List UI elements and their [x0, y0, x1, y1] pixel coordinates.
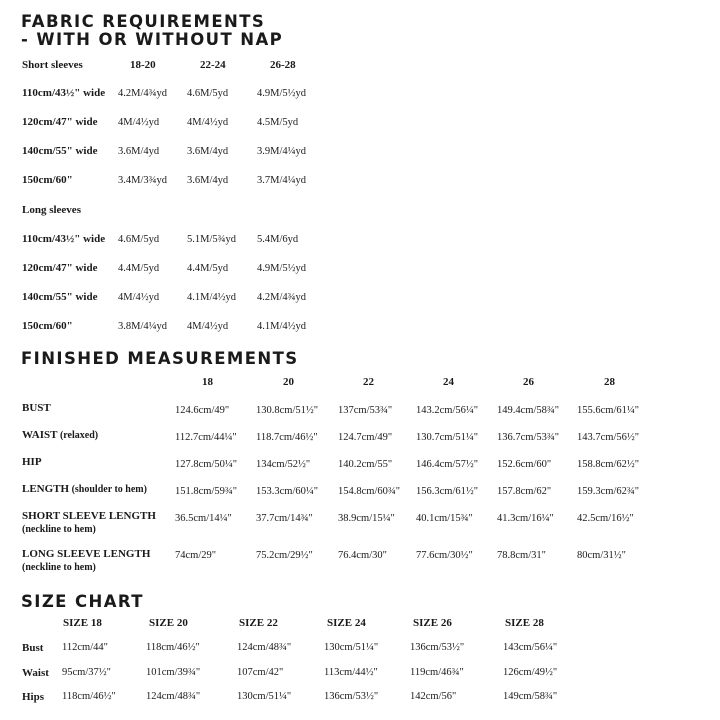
size-chart-row-label: Hips [22, 691, 45, 703]
size-chart-value: 136cm/53½" [410, 642, 465, 653]
size-chart-value: 126cm/49½" [503, 667, 558, 678]
fabric-value: 4.2M/4¾yd [257, 292, 307, 303]
finished-value: 40.1cm/15¾" [416, 513, 473, 524]
size-chart-value: 107cm/42" [237, 667, 284, 678]
fabric-value: 3.8M/4¼yd [118, 321, 168, 332]
fabric-value: 3.6M/4yd [118, 146, 160, 157]
finished-value: 74cm/29" [175, 550, 217, 561]
fabric-value: 3.6M/4yd [187, 146, 229, 157]
finished-value: 124.7cm/49" [338, 432, 393, 443]
fabric-size-header: 22-24 [200, 59, 226, 71]
fabric-value: 4.5M/5yd [257, 117, 299, 128]
size-chart-header: SIZE 24 [327, 617, 366, 629]
fabric-value: 4.1M/4½yd [187, 292, 237, 303]
fabric-title-line2: - WITH OR WITHOUT NAP [21, 30, 284, 49]
fabric-value: 4M/4½yd [118, 292, 160, 303]
finished-row-label: LENGTH (shoulder to hem) [22, 483, 147, 495]
fabric-value: 4.2M/4¾yd [118, 88, 168, 99]
size-chart-value: 149cm/58¾" [503, 691, 558, 702]
size-chart-header: SIZE 26 [413, 617, 452, 629]
size-chart-value: 143cm/56¼" [503, 642, 558, 653]
fabric-value: 5.1M/5¾yd [187, 234, 237, 245]
finished-value: 136.7cm/53¾" [497, 432, 560, 443]
size-chart-value: 95cm/37½" [62, 667, 111, 678]
size-chart-value: 142cm/56" [410, 691, 457, 702]
fabric-width-label: 150cm/60" [22, 320, 73, 332]
finished-value: 134cm/52½" [256, 459, 311, 470]
finished-value: 157.8cm/62" [497, 486, 552, 497]
finished-value: 152.6cm/60" [497, 459, 552, 470]
size-chart-header: SIZE 18 [63, 617, 102, 629]
finished-value: 154.8cm/60¾" [338, 486, 401, 497]
finished-row-label: SHORT SLEEVE LENGTH [22, 510, 156, 522]
size-chart-value: 130cm/51¼" [237, 691, 292, 702]
size-chart-row-label: Bust [22, 642, 44, 654]
size-chart-value: 118cm/46½" [146, 642, 200, 653]
finished-value: 36.5cm/14¼" [175, 513, 232, 524]
finished-value: 42.5cm/16½" [577, 513, 634, 524]
finished-value: 146.4cm/57½" [416, 459, 479, 470]
fabric-value: 4.4M/5yd [187, 263, 229, 274]
finished-value: 76.4cm/30" [338, 550, 387, 561]
finished-size-header: 22 [363, 376, 374, 388]
finished-value: 149.4cm/58¾" [497, 405, 560, 416]
finished-size-header: 20 [283, 376, 294, 388]
size-chart-value: 118cm/46½" [62, 691, 116, 702]
finished-value: 155.6cm/61¼" [577, 405, 640, 416]
fabric-value: 4.9M/5½yd [257, 263, 307, 274]
finished-value: 112.7cm/44¼" [175, 432, 237, 443]
finished-value: 124.6cm/49" [175, 405, 230, 416]
size-chart-title: SIZE CHART [21, 592, 144, 611]
fabric-value: 4.6M/5yd [187, 88, 229, 99]
fabric-value: 4M/4½yd [187, 117, 229, 128]
finished-size-header: 24 [443, 376, 454, 388]
finished-value: 37.7cm/14¾" [256, 513, 313, 524]
size-chart-header: SIZE 20 [149, 617, 188, 629]
finished-value: 140.2cm/55" [338, 459, 393, 470]
fabric-value: 3.6M/4yd [187, 175, 229, 186]
size-chart-row-label: Waist [22, 667, 49, 679]
fabric-size-header: 26-28 [270, 59, 296, 71]
finished-size-header: 26 [523, 376, 534, 388]
fabric-value: 4.9M/5½yd [257, 88, 307, 99]
finished-value: 151.8cm/59¾" [175, 486, 238, 497]
fabric-value: 4.6M/5yd [118, 234, 160, 245]
finished-value: 137cm/53¾" [338, 405, 393, 416]
finished-value: 78.8cm/31" [497, 550, 546, 561]
fabric-value: 3.9M/4¼yd [257, 146, 307, 157]
finished-row-sublabel: (neckline to hem) [22, 524, 96, 535]
finished-size-header: 18 [202, 376, 213, 388]
short-sleeves-label: Short sleeves [22, 59, 83, 71]
finished-value: 118.7cm/46½" [256, 432, 318, 443]
size-chart-value: 124cm/48¾" [146, 691, 201, 702]
finished-value: 127.8cm/50¼" [175, 459, 238, 470]
fabric-width-label: 150cm/60" [22, 174, 73, 186]
size-chart-value: 101cm/39¾" [146, 667, 201, 678]
fabric-value: 4M/4½yd [187, 321, 229, 332]
finished-value: 75.2cm/29½" [256, 550, 313, 561]
size-chart-value: 112cm/44" [62, 642, 108, 653]
finished-value: 143.7cm/56½" [577, 432, 640, 443]
size-chart-value: 119cm/46¾" [410, 667, 464, 678]
finished-value: 77.6cm/30½" [416, 550, 473, 561]
fabric-width-label: 140cm/55" wide [22, 145, 98, 157]
fabric-value: 4M/4½yd [118, 117, 160, 128]
size-chart-value: 124cm/48¾" [237, 642, 292, 653]
finished-title: FINISHED MEASUREMENTS [21, 349, 299, 368]
fabric-width-label: 120cm/47" wide [22, 262, 98, 274]
fabric-value: 4.1M/4½yd [257, 321, 307, 332]
finished-value: 80cm/31½" [577, 550, 626, 561]
fabric-size-header: 18-20 [130, 59, 156, 71]
finished-row-label: WAIST (relaxed) [22, 429, 99, 441]
fabric-value: 4.4M/5yd [118, 263, 160, 274]
finished-value: 156.3cm/61½" [416, 486, 479, 497]
finished-row-label: LONG SLEEVE LENGTH [22, 548, 151, 560]
finished-value: 158.8cm/62½" [577, 459, 640, 470]
fabric-title-line1: FABRIC REQUIREMENTS [21, 12, 266, 31]
finished-value: 41.3cm/16¼" [497, 513, 554, 524]
finished-row-label: HIP [22, 456, 42, 468]
finished-size-header: 28 [604, 376, 615, 388]
finished-value: 153.3cm/60¼" [256, 486, 319, 497]
size-chart-header: SIZE 22 [239, 617, 278, 629]
fabric-value: 3.7M/4¼yd [257, 175, 307, 186]
finished-row-sublabel: (shoulder to hem) [69, 484, 147, 495]
fabric-width-label: 110cm/43½" wide [22, 233, 106, 245]
fabric-width-label: 120cm/47" wide [22, 116, 98, 128]
fabric-width-label: 140cm/55" wide [22, 291, 98, 303]
finished-value: 143.2cm/56¼" [416, 405, 479, 416]
size-chart-value: 113cm/44½" [324, 667, 378, 678]
fabric-value: 5.4M/6yd [257, 234, 299, 245]
size-chart-value: 136cm/53½" [324, 691, 379, 702]
long-sleeves-label: Long sleeves [22, 204, 81, 216]
finished-row-sublabel: (neckline to hem) [22, 562, 96, 573]
finished-row-label: BUST [22, 402, 51, 414]
finished-row-sublabel: (relaxed) [57, 430, 99, 441]
size-chart-header: SIZE 28 [505, 617, 544, 629]
finished-value: 130.7cm/51¼" [416, 432, 479, 443]
finished-value: 38.9cm/15¼" [338, 513, 395, 524]
finished-value: 159.3cm/62¾" [577, 486, 640, 497]
fabric-width-label: 110cm/43½" wide [22, 87, 106, 99]
fabric-value: 3.4M/3¾yd [118, 175, 168, 186]
finished-value: 130.8cm/51½" [256, 405, 319, 416]
size-chart-value: 130cm/51¼" [324, 642, 379, 653]
